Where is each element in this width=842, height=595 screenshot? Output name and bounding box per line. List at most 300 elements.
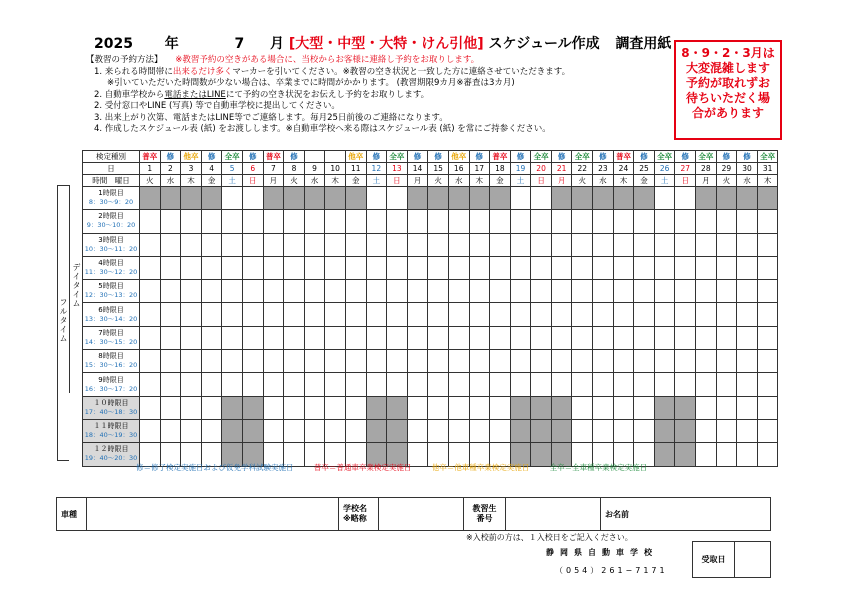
schedule-cell[interactable] [140,419,161,442]
schedule-cell[interactable] [737,350,758,373]
schedule-cell[interactable] [181,350,202,373]
schedule-cell[interactable] [325,326,346,349]
schedule-cell[interactable] [593,210,614,233]
schedule-cell[interactable] [304,233,325,256]
schedule-cell[interactable] [387,303,408,326]
schedule-cell[interactable] [531,256,552,279]
schedule-cell[interactable] [345,233,366,256]
schedule-cell[interactable] [222,187,243,210]
schedule-cell[interactable] [325,396,346,419]
schedule-cell[interactable] [284,373,305,396]
schedule-cell[interactable] [696,373,717,396]
schedule-cell[interactable] [572,280,593,303]
schedule-cell[interactable] [407,419,428,442]
schedule-cell[interactable] [284,233,305,256]
schedule-cell[interactable] [407,326,428,349]
schedule-cell[interactable] [696,326,717,349]
schedule-cell[interactable] [593,419,614,442]
schedule-cell[interactable] [201,280,222,303]
schedule-cell[interactable] [387,280,408,303]
schedule-cell[interactable] [531,303,552,326]
schedule-cell[interactable] [716,210,737,233]
schedule-cell[interactable] [407,396,428,419]
schedule-cell[interactable] [345,350,366,373]
schedule-cell[interactable] [737,326,758,349]
schedule-cell[interactable] [304,350,325,373]
schedule-cell[interactable] [469,280,490,303]
schedule-cell[interactable] [242,256,263,279]
schedule-cell[interactable] [140,256,161,279]
schedule-cell[interactable] [675,350,696,373]
schedule-cell[interactable] [551,350,572,373]
schedule-cell[interactable] [448,256,469,279]
schedule-cell[interactable] [572,350,593,373]
schedule-cell[interactable] [304,210,325,233]
schedule-cell[interactable] [366,233,387,256]
schedule-cell[interactable] [263,210,284,233]
schedule-cell[interactable] [448,303,469,326]
schedule-cell[interactable] [201,210,222,233]
schedule-cell[interactable] [284,326,305,349]
schedule-cell[interactable] [510,256,531,279]
schedule-cell[interactable] [284,350,305,373]
schedule-cell[interactable] [593,303,614,326]
schedule-cell[interactable] [366,373,387,396]
schedule-cell[interactable] [201,303,222,326]
schedule-cell[interactable] [242,350,263,373]
schedule-cell[interactable] [757,233,778,256]
schedule-cell[interactable] [613,419,634,442]
schedule-cell[interactable] [675,187,696,210]
schedule-cell[interactable] [490,326,511,349]
schedule-cell[interactable] [613,280,634,303]
schedule-cell[interactable] [284,396,305,419]
schedule-cell[interactable] [757,419,778,442]
schedule-cell[interactable] [613,326,634,349]
schedule-cell[interactable] [551,373,572,396]
schedule-cell[interactable] [675,303,696,326]
schedule-cell[interactable] [448,350,469,373]
schedule-cell[interactable] [284,419,305,442]
schedule-cell[interactable] [469,256,490,279]
schedule-cell[interactable] [737,373,758,396]
schedule-cell[interactable] [531,210,552,233]
schedule-cell[interactable] [242,233,263,256]
schedule-cell[interactable] [242,373,263,396]
schedule-cell[interactable] [737,233,758,256]
schedule-cell[interactable] [181,210,202,233]
schedule-cell[interactable] [160,350,181,373]
schedule-cell[interactable] [263,256,284,279]
schedule-cell[interactable] [428,233,449,256]
schedule-cell[interactable] [613,373,634,396]
schedule-cell[interactable] [201,419,222,442]
schedule-cell[interactable] [387,233,408,256]
schedule-cell[interactable] [613,350,634,373]
schedule-cell[interactable] [634,233,655,256]
schedule-cell[interactable] [428,210,449,233]
schedule-cell[interactable] [572,326,593,349]
schedule-cell[interactable] [304,419,325,442]
schedule-cell[interactable] [428,280,449,303]
schedule-cell[interactable] [572,256,593,279]
schedule-cell[interactable] [160,256,181,279]
schedule-cell[interactable] [696,350,717,373]
schedule-cell[interactable] [222,326,243,349]
schedule-cell[interactable] [757,326,778,349]
schedule-cell[interactable] [531,373,552,396]
schedule-cell[interactable] [531,280,552,303]
schedule-cell[interactable] [510,280,531,303]
schedule-cell[interactable] [490,256,511,279]
schedule-cell[interactable] [716,396,737,419]
schedule-cell[interactable] [428,256,449,279]
schedule-cell[interactable] [448,419,469,442]
schedule-cell[interactable] [284,210,305,233]
schedule-cell[interactable] [613,233,634,256]
schedule-cell[interactable] [181,256,202,279]
schedule-cell[interactable] [345,210,366,233]
schedule-cell[interactable] [593,280,614,303]
schedule-cell[interactable] [737,303,758,326]
schedule-cell[interactable] [160,373,181,396]
schedule-cell[interactable] [140,326,161,349]
schedule-cell[interactable] [613,210,634,233]
schedule-cell[interactable] [572,373,593,396]
schedule-cell[interactable] [510,210,531,233]
schedule-cell[interactable] [469,396,490,419]
schedule-cell[interactable] [201,373,222,396]
schedule-cell[interactable] [201,233,222,256]
schedule-cell[interactable] [613,303,634,326]
schedule-cell[interactable] [160,326,181,349]
schedule-cell[interactable] [490,280,511,303]
schedule-cell[interactable] [304,396,325,419]
schedule-cell[interactable] [428,326,449,349]
schedule-cell[interactable] [531,233,552,256]
schedule-cell[interactable] [675,210,696,233]
schedule-cell[interactable] [551,280,572,303]
schedule-cell[interactable] [366,280,387,303]
schedule-cell[interactable] [757,396,778,419]
schedule-cell[interactable] [345,419,366,442]
schedule-cell[interactable] [448,396,469,419]
schedule-cell[interactable] [140,303,161,326]
schedule-cell[interactable] [263,280,284,303]
schedule-cell[interactable] [222,256,243,279]
schedule-cell[interactable] [325,373,346,396]
schedule-cell[interactable] [428,396,449,419]
schedule-cell[interactable] [593,373,614,396]
schedule-cell[interactable] [304,303,325,326]
schedule-cell[interactable] [634,326,655,349]
schedule-cell[interactable] [716,303,737,326]
schedule-cell[interactable] [716,280,737,303]
schedule-cell[interactable] [737,396,758,419]
schedule-cell[interactable] [181,419,202,442]
schedule-cell[interactable] [716,233,737,256]
schedule-cell[interactable] [716,443,737,466]
schedule-cell[interactable] [737,256,758,279]
schedule-cell[interactable] [345,256,366,279]
schedule-cell[interactable] [263,303,284,326]
schedule-cell[interactable] [387,373,408,396]
schedule-cell[interactable] [263,396,284,419]
schedule-cell[interactable] [222,233,243,256]
schedule-cell[interactable] [696,210,717,233]
schedule-cell[interactable] [490,373,511,396]
schedule-cell[interactable] [675,373,696,396]
schedule-cell[interactable] [757,350,778,373]
schedule-cell[interactable] [387,326,408,349]
schedule-cell[interactable] [387,187,408,210]
schedule-cell[interactable] [716,256,737,279]
schedule-cell[interactable] [531,326,552,349]
schedule-cell[interactable] [448,210,469,233]
schedule-cell[interactable] [490,419,511,442]
name-field[interactable] [639,498,771,531]
schedule-cell[interactable] [181,303,202,326]
schedule-cell[interactable] [325,280,346,303]
schedule-cell[interactable] [696,443,717,466]
schedule-cell[interactable] [366,256,387,279]
schedule-cell[interactable] [242,280,263,303]
schedule-cell[interactable] [140,396,161,419]
schedule-cell[interactable] [737,419,758,442]
schedule-cell[interactable] [222,210,243,233]
schedule-cell[interactable] [469,233,490,256]
schedule-cell[interactable] [696,396,717,419]
schedule-cell[interactable] [469,210,490,233]
schedule-cell[interactable] [675,326,696,349]
schedule-cell[interactable] [407,373,428,396]
schedule-cell[interactable] [304,373,325,396]
schedule-cell[interactable] [510,303,531,326]
schedule-cell[interactable] [201,256,222,279]
schedule-cell[interactable] [654,280,675,303]
schedule-cell[interactable] [757,256,778,279]
schedule-cell[interactable] [737,210,758,233]
schedule-cell[interactable] [407,303,428,326]
schedule-cell[interactable] [654,350,675,373]
schedule-cell[interactable] [201,396,222,419]
schedule-cell[interactable] [551,303,572,326]
schedule-cell[interactable] [366,326,387,349]
schedule-cell[interactable] [345,326,366,349]
schedule-cell[interactable] [654,187,675,210]
schedule-cell[interactable] [675,256,696,279]
schedule-cell[interactable] [613,256,634,279]
schedule-cell[interactable] [160,210,181,233]
schedule-cell[interactable] [448,373,469,396]
schedule-cell[interactable] [304,280,325,303]
schedule-cell[interactable] [510,187,531,210]
received-date-field[interactable] [735,542,770,577]
schedule-cell[interactable] [366,187,387,210]
schedule-cell[interactable] [469,326,490,349]
schedule-cell[interactable] [325,303,346,326]
schedule-cell[interactable] [448,280,469,303]
schedule-cell[interactable] [222,303,243,326]
schedule-cell[interactable] [366,210,387,233]
schedule-cell[interactable] [572,233,593,256]
schedule-cell[interactable] [242,187,263,210]
schedule-cell[interactable] [675,280,696,303]
schedule-cell[interactable] [634,350,655,373]
schedule-cell[interactable] [593,396,614,419]
schedule-cell[interactable] [654,210,675,233]
schedule-cell[interactable] [160,303,181,326]
schedule-cell[interactable] [551,210,572,233]
school-name-field[interactable] [379,498,464,531]
schedule-cell[interactable] [531,350,552,373]
schedule-cell[interactable] [242,210,263,233]
schedule-cell[interactable] [284,303,305,326]
schedule-cell[interactable] [407,256,428,279]
schedule-cell[interactable] [181,233,202,256]
schedule-cell[interactable] [510,350,531,373]
schedule-cell[interactable] [654,326,675,349]
schedule-cell[interactable] [407,280,428,303]
schedule-cell[interactable] [757,443,778,466]
schedule-cell[interactable] [654,373,675,396]
schedule-cell[interactable] [716,373,737,396]
schedule-cell[interactable] [325,210,346,233]
schedule-cell[interactable] [140,373,161,396]
schedule-cell[interactable] [613,396,634,419]
schedule-cell[interactable] [696,280,717,303]
schedule-cell[interactable] [345,303,366,326]
schedule-cell[interactable] [263,350,284,373]
schedule-cell[interactable] [593,326,614,349]
schedule-cell[interactable] [757,280,778,303]
schedule-cell[interactable] [428,350,449,373]
schedule-cell[interactable] [160,280,181,303]
schedule-cell[interactable] [325,350,346,373]
schedule-cell[interactable] [716,326,737,349]
schedule-cell[interactable] [428,373,449,396]
schedule-cell[interactable] [634,419,655,442]
schedule-cell[interactable] [407,233,428,256]
schedule-cell[interactable] [407,350,428,373]
schedule-cell[interactable] [551,256,572,279]
schedule-cell[interactable] [757,303,778,326]
schedule-cell[interactable] [428,303,449,326]
schedule-cell[interactable] [242,326,263,349]
schedule-cell[interactable] [654,303,675,326]
schedule-cell[interactable] [201,326,222,349]
schedule-cell[interactable] [140,350,161,373]
schedule-cell[interactable] [510,233,531,256]
schedule-cell[interactable] [490,350,511,373]
schedule-cell[interactable] [181,373,202,396]
schedule-cell[interactable] [140,280,161,303]
schedule-cell[interactable] [634,280,655,303]
schedule-cell[interactable] [593,256,614,279]
schedule-cell[interactable] [654,233,675,256]
schedule-cell[interactable] [387,210,408,233]
schedule-cell[interactable] [716,350,737,373]
schedule-cell[interactable] [263,419,284,442]
schedule-cell[interactable] [490,210,511,233]
schedule-cell[interactable] [160,419,181,442]
schedule-cell[interactable] [634,396,655,419]
schedule-cell[interactable] [140,233,161,256]
student-no-field[interactable] [506,498,601,531]
schedule-cell[interactable] [345,373,366,396]
schedule-cell[interactable] [242,303,263,326]
schedule-cell[interactable] [654,256,675,279]
schedule-cell[interactable] [201,350,222,373]
schedule-cell[interactable] [181,326,202,349]
schedule-cell[interactable] [325,233,346,256]
schedule-cell[interactable] [284,256,305,279]
schedule-cell[interactable] [716,419,737,442]
schedule-cell[interactable] [469,373,490,396]
schedule-cell[interactable] [448,326,469,349]
schedule-cell[interactable] [593,350,614,373]
schedule-cell[interactable] [448,233,469,256]
schedule-cell[interactable] [634,303,655,326]
schedule-cell[interactable] [325,256,346,279]
schedule-cell[interactable] [593,233,614,256]
schedule-cell[interactable] [572,419,593,442]
schedule-cell[interactable] [696,419,717,442]
schedule-cell[interactable] [510,373,531,396]
schedule-cell[interactable] [551,326,572,349]
schedule-cell[interactable] [469,419,490,442]
schedule-cell[interactable] [222,350,243,373]
schedule-cell[interactable] [757,210,778,233]
schedule-cell[interactable] [263,373,284,396]
schedule-cell[interactable] [304,256,325,279]
schedule-cell[interactable] [696,233,717,256]
schedule-cell[interactable] [737,280,758,303]
schedule-cell[interactable] [366,303,387,326]
schedule-cell[interactable] [160,233,181,256]
schedule-cell[interactable] [675,233,696,256]
schedule-cell[interactable] [140,210,161,233]
schedule-cell[interactable] [634,373,655,396]
schedule-cell[interactable] [531,187,552,210]
schedule-cell[interactable] [366,350,387,373]
schedule-cell[interactable] [160,396,181,419]
schedule-cell[interactable] [345,280,366,303]
schedule-cell[interactable] [387,350,408,373]
schedule-cell[interactable] [551,233,572,256]
schedule-cell[interactable] [490,396,511,419]
schedule-cell[interactable] [222,280,243,303]
schedule-cell[interactable] [572,303,593,326]
schedule-cell[interactable] [490,303,511,326]
schedule-cell[interactable] [428,419,449,442]
schedule-cell[interactable] [181,280,202,303]
schedule-cell[interactable] [345,396,366,419]
schedule-cell[interactable] [510,326,531,349]
schedule-cell[interactable] [572,396,593,419]
car-type-field[interactable] [87,498,339,531]
schedule-cell[interactable] [407,210,428,233]
schedule-cell[interactable] [469,350,490,373]
schedule-cell[interactable] [284,280,305,303]
schedule-cell[interactable] [634,210,655,233]
schedule-cell[interactable] [696,303,717,326]
schedule-cell[interactable] [181,396,202,419]
schedule-cell[interactable] [263,326,284,349]
schedule-cell[interactable] [263,233,284,256]
schedule-cell[interactable] [634,256,655,279]
schedule-cell[interactable] [737,443,758,466]
